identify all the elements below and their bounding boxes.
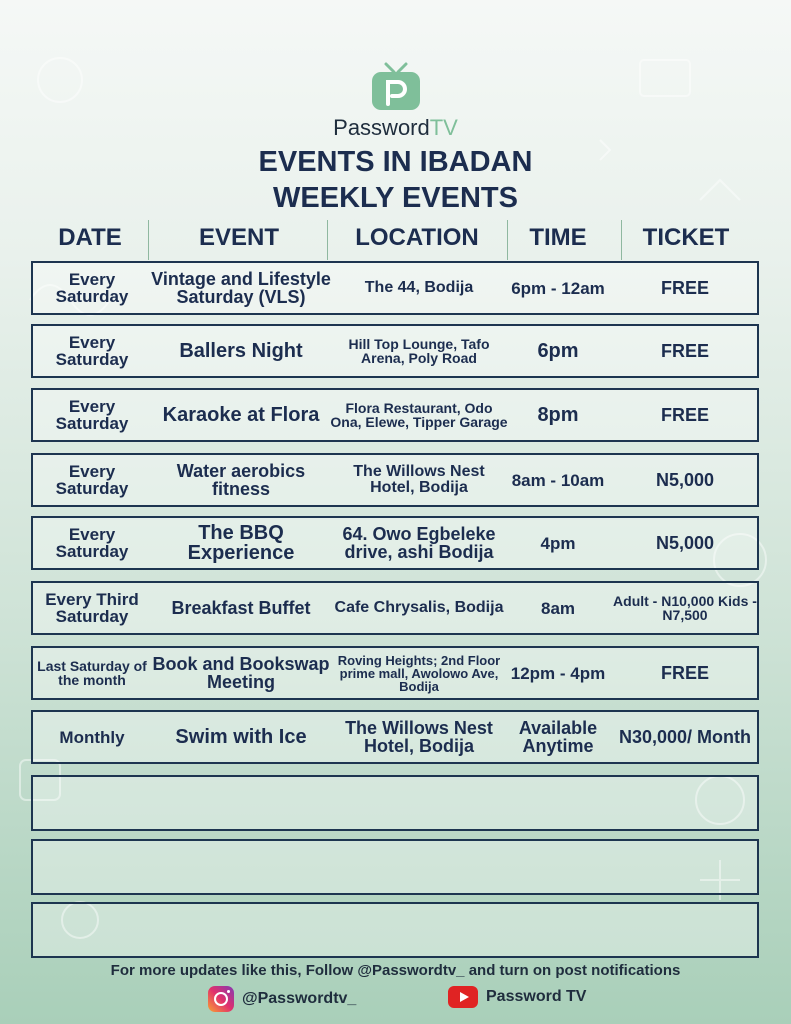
logo bbox=[0, 60, 791, 112]
row-date: Monthly bbox=[59, 727, 125, 747]
row-event: Vintage and Lifestyle Saturday (VLS) bbox=[151, 269, 331, 307]
table-row bbox=[31, 453, 759, 507]
table-row bbox=[31, 646, 759, 700]
table-row bbox=[31, 324, 759, 378]
row-time: Available Anytime bbox=[518, 718, 598, 756]
youtube-icon bbox=[448, 986, 478, 1008]
row-location: Roving Heights; 2nd Floor prime mall, Awolowo Ave, Bodija bbox=[337, 652, 501, 694]
instagram-icon bbox=[208, 986, 234, 1012]
row-ticket: FREE bbox=[660, 405, 709, 425]
column-divider bbox=[621, 220, 622, 260]
row-ticket: Adult - N10,000 Kids - N7,500 bbox=[613, 593, 757, 623]
empty-row bbox=[31, 839, 759, 895]
row-time: 8pm bbox=[537, 404, 579, 426]
page-subtitle: WEEKLY EVENTS bbox=[273, 182, 518, 214]
row-event: The BBQ Experience bbox=[187, 522, 295, 564]
row-ticket: FREE bbox=[660, 663, 709, 683]
row-location: 64. Owo Egbeleke drive, ashi Bodija bbox=[342, 524, 496, 562]
page-title: EVENTS IN IBADAN bbox=[258, 146, 533, 178]
instagram-link[interactable] bbox=[208, 986, 356, 1012]
row-event: Ballers Night bbox=[179, 340, 303, 362]
brand-tv: TV bbox=[429, 115, 458, 140]
column-divider bbox=[327, 220, 328, 260]
row-event: Swim with Ice bbox=[175, 726, 307, 748]
row-ticket: N5,000 bbox=[655, 470, 715, 490]
row-event: Karaoke at Flora bbox=[162, 404, 320, 426]
row-date: Every Third Saturday bbox=[45, 590, 139, 626]
row-date: Every Saturday bbox=[55, 397, 129, 433]
row-event: Book and Bookswap Meeting bbox=[152, 654, 330, 692]
footer-text: For more updates like this, Follow @Passwordtv_ and turn on post notifications bbox=[110, 962, 681, 979]
row-event: Breakfast Buffet bbox=[171, 598, 311, 618]
row-date: Every Saturday bbox=[55, 525, 129, 561]
row-time: 12pm - 4pm bbox=[510, 663, 606, 683]
header-time: TIME bbox=[529, 224, 587, 251]
empty-row bbox=[31, 902, 759, 958]
brand-name bbox=[0, 115, 791, 141]
row-date: Every Saturday bbox=[55, 462, 129, 498]
row-time: 8am - 10am bbox=[511, 470, 605, 490]
brand-password: Password bbox=[333, 115, 430, 140]
row-date: Every Saturday bbox=[55, 270, 129, 306]
row-location: The Willows Nest Hotel, Bodija bbox=[353, 463, 485, 496]
header-location: LOCATION bbox=[355, 224, 479, 251]
row-ticket: N5,000 bbox=[655, 533, 715, 553]
row-location: Flora Restaurant, Odo Ona, Elewe, Tipper Garage bbox=[330, 400, 508, 430]
row-location: The 44, Bodija bbox=[364, 279, 474, 296]
table-row bbox=[31, 261, 759, 315]
row-location: Hill Top Lounge, Tafo Arena, Poly Road bbox=[348, 336, 490, 366]
table-row bbox=[31, 388, 759, 442]
column-divider bbox=[148, 220, 149, 260]
youtube-link[interactable] bbox=[448, 986, 586, 1008]
table-row bbox=[31, 581, 759, 635]
tv-icon bbox=[368, 60, 424, 112]
row-time: 8am bbox=[540, 598, 576, 618]
row-date: Last Saturday of the month bbox=[37, 658, 147, 688]
table-row bbox=[31, 516, 759, 570]
row-time: 4pm bbox=[540, 533, 576, 553]
row-location: The Willows Nest Hotel, Bodija bbox=[345, 718, 493, 756]
instagram-handle: @Passwordtv_ bbox=[242, 990, 357, 1007]
column-divider bbox=[507, 220, 508, 260]
row-ticket: N30,000/ Month bbox=[618, 727, 752, 747]
youtube-channel: Password TV bbox=[486, 988, 587, 1005]
empty-row bbox=[31, 775, 759, 831]
header-date: DATE bbox=[58, 224, 122, 251]
row-ticket: FREE bbox=[660, 341, 709, 361]
row-date: Every Saturday bbox=[55, 333, 129, 369]
table-row bbox=[31, 710, 759, 764]
header-ticket: TICKET bbox=[642, 224, 730, 251]
header-event: EVENT bbox=[198, 224, 279, 251]
row-location: Cafe Chrysalis, Bodija bbox=[334, 599, 504, 616]
row-time: 6pm - 12am bbox=[511, 278, 605, 298]
row-ticket: FREE bbox=[660, 278, 709, 298]
row-time: 6pm bbox=[537, 340, 579, 362]
row-event: Water aerobics fitness bbox=[176, 461, 306, 499]
